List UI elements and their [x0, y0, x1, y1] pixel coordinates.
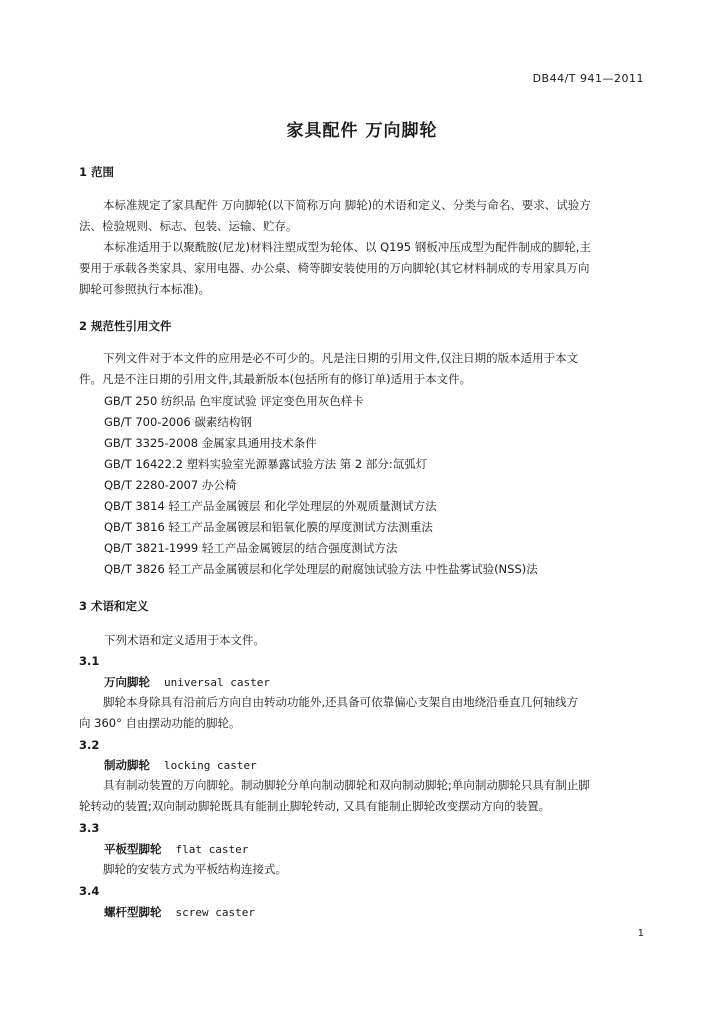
term-english-name: flat caster: [175, 843, 249, 856]
term-english-name: universal caster: [164, 676, 270, 689]
reference-item: GB/T 250 纺织品 色牢度试验 评定变色用灰色样卡: [104, 394, 364, 408]
paragraph-line: 本标准规定了家具配件 万向脚轮(以下简称万向 脚轮)的术语和定义、分类与命名、要求、试验方: [103, 198, 591, 212]
paragraph-line: 脚轮本身除具有沿前后方向自由转动功能外,还具备可依靠偏心支架自由地绕沿垂直几何轴线方: [103, 695, 579, 709]
section-3-heading: 3 术语和定义: [79, 599, 149, 613]
paragraph-line: 具有制动装置的万向脚轮。制动脚轮分单向制动脚轮和双向制动脚轮;单向制动脚轮只具有制止脚: [103, 778, 590, 792]
reference-item: QB/T 3826 轻工产品金属镀层和化学处理层的耐腐蚀试验方法 中性盐雾试验(NSS)法: [104, 562, 538, 576]
page-number: 1: [637, 928, 644, 939]
term-title: [104, 904, 255, 920]
term-number: 3.2: [79, 738, 100, 752]
term-title: [104, 841, 248, 857]
paragraph-line: 件。凡是不注日期的引用文件,其最新版本(包括所有的修订单)适用于本文件。: [79, 372, 472, 386]
section-2-body: [79, 348, 645, 390]
paragraph-line: 轮转动的装置;双向制动脚轮既具有能制止脚轮转动, 又具有能制止脚轮改变摆动方向的装置。: [79, 799, 551, 813]
reference-item: QB/T 2280-2007 办公椅: [104, 478, 237, 492]
reference-item: QB/T 3814 轻工产品金属镀层 和化学处理层的外观质量测试方法: [104, 499, 437, 513]
term-number: 3.1: [79, 654, 100, 668]
standard-code: DB44/T 941—2011: [532, 72, 644, 85]
term-number: 3.3: [79, 821, 100, 835]
term-definition: [79, 692, 645, 734]
paragraph-line: 要用于承载各类家具、家用电器、办公桌、椅等脚安装使用的万向脚轮(其它材料制成的专用家具万向: [79, 261, 590, 275]
term-english-name: locking caster: [164, 759, 257, 772]
paragraph-line: 本标准适用于以聚酰胺(尼龙)材料注塑成型为轮体、以 Q195 钢板冲压成型为配件制成的脚轮,主: [103, 240, 591, 254]
paragraph-line: 脚轮可参照执行本标准)。: [79, 282, 210, 296]
reference-item: GB/T 3325-2008 金属家具通用技术条件: [104, 436, 317, 450]
section-2-heading: 2 规范性引用文件: [79, 319, 172, 333]
term-chinese-name: 万向脚轮: [104, 675, 150, 689]
term-chinese-name: 平板型脚轮: [104, 842, 162, 856]
paragraph-line: 向 360° 自由摆动功能的脚轮。: [79, 716, 241, 730]
paragraph-line: 脚轮的安装方式为平板结构连接式。: [103, 862, 287, 876]
reference-item: QB/T 3821-1999 轻工产品金属镀层的结合强度测试方法: [104, 541, 398, 555]
term-definition: [79, 775, 645, 817]
term-chinese-name: 螺杆型脚轮: [104, 905, 162, 919]
section-3-intro: 下列术语和定义适用于本文件。: [104, 633, 265, 647]
term-number: 3.4: [79, 884, 100, 898]
term-title: [104, 757, 257, 773]
term-title: [104, 674, 270, 690]
document-title: 家具配件 万向脚轮: [286, 121, 438, 141]
reference-item: GB/T 16422.2 塑料实验室光源暴露试验方法 第 2 部分:氙弧灯: [104, 457, 428, 471]
term-chinese-name: 制动脚轮: [104, 758, 150, 772]
paragraph-line: 法、检验规则、标志、包装、运输、贮存。: [79, 219, 298, 233]
term-definition: [79, 859, 645, 880]
section-1-heading: 1 范围: [79, 165, 115, 179]
section-1-body: [79, 195, 645, 300]
paragraph-line: 下列文件对于本文件的应用是必不可少的。凡是注日期的引用文件,仅注日期的版本适用于本文: [103, 351, 579, 365]
reference-item: GB/T 700-2006 碳素结构钢: [104, 415, 252, 429]
term-english-name: screw caster: [175, 906, 255, 919]
reference-item: QB/T 3816 轻工产品金属镀层和铝氧化膜的厚度测试方法测重法: [104, 520, 433, 534]
